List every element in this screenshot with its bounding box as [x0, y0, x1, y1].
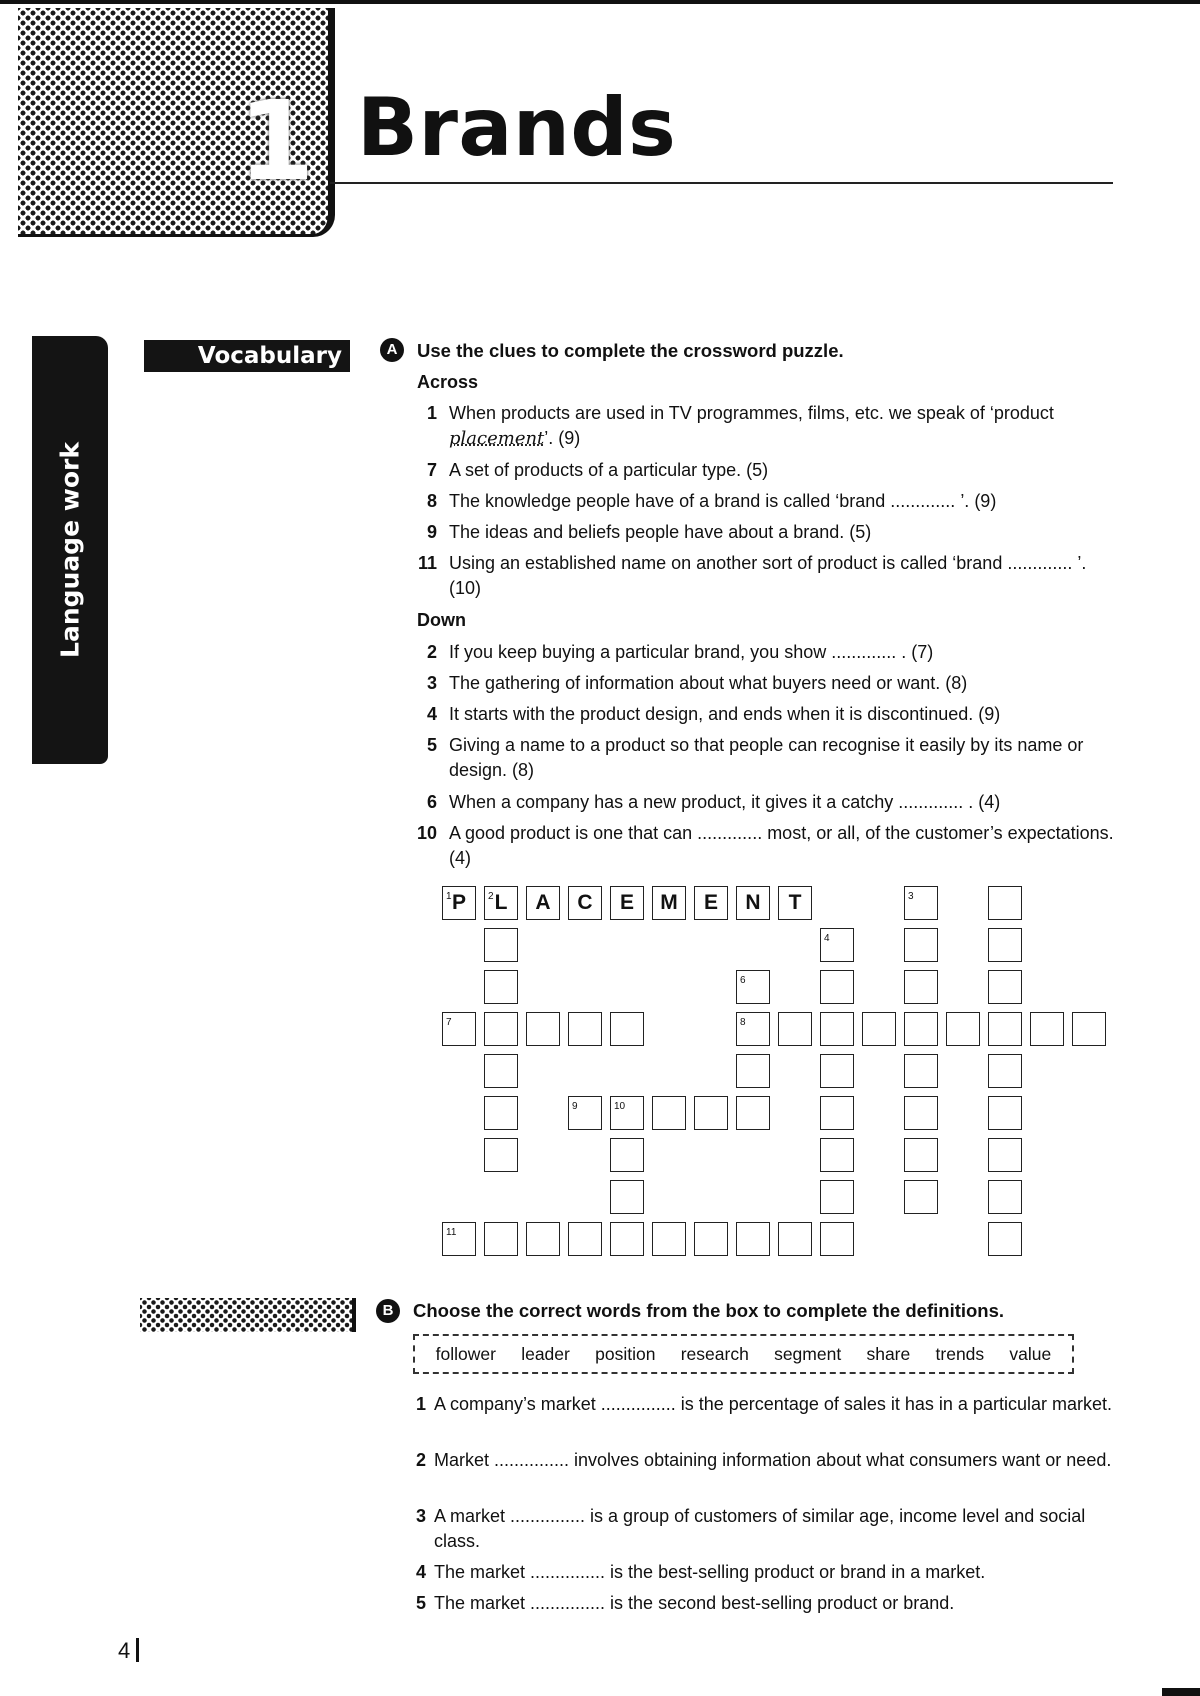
word-box: [413, 1334, 1074, 1374]
definition-number: 4: [415, 1562, 426, 1582]
crossword-cell[interactable]: 1 P: [442, 886, 476, 920]
crossword-cell[interactable]: [610, 1222, 644, 1256]
crossword-cell[interactable]: [988, 1012, 1022, 1046]
crossword-cell[interactable]: [946, 1012, 980, 1046]
crossword-cell[interactable]: [820, 1180, 854, 1214]
unit-number: 1: [238, 77, 315, 205]
crossword-cell[interactable]: A: [526, 886, 560, 920]
definition-number: 1: [415, 1394, 426, 1414]
definition-text: A market ............... is a group of customers of similar age, income level and social class.: [434, 1506, 1086, 1551]
crossword-cell[interactable]: [652, 1222, 686, 1256]
definition-text: The market ............... is the second best-selling product or brand.: [434, 1593, 955, 1613]
crossword-cell[interactable]: [988, 1138, 1022, 1172]
word-option: position: [595, 1343, 656, 1364]
section-label-vocabulary: Vocabulary: [144, 340, 350, 372]
page-title: Brands: [357, 81, 677, 174]
crossword-cell[interactable]: [988, 970, 1022, 1004]
clue-text: It starts with the product design, and ends when it is discontinued. (9): [449, 704, 1001, 724]
crossword-cell[interactable]: [610, 1012, 644, 1046]
crossword-cell[interactable]: [820, 1012, 854, 1046]
crossword-cell[interactable]: E: [694, 886, 728, 920]
crossword-cell[interactable]: [652, 1096, 686, 1130]
clue-number: 5: [426, 735, 437, 755]
crossword-cell[interactable]: N: [736, 886, 770, 920]
crossword-cell[interactable]: [904, 1054, 938, 1088]
side-tab: [32, 336, 108, 764]
clue-text: A set of products of a particular type. (5): [449, 460, 769, 480]
top-border: [0, 0, 1200, 4]
crossword-cell[interactable]: [988, 1180, 1022, 1214]
crossword-cell[interactable]: [484, 970, 518, 1004]
crossword-cell[interactable]: [736, 1096, 770, 1130]
across-heading: Across: [417, 372, 479, 392]
crossword-cell[interactable]: [484, 1096, 518, 1130]
crossword-cell[interactable]: [1030, 1012, 1064, 1046]
definition-number: 2: [415, 1450, 426, 1470]
crossword-cell[interactable]: [904, 928, 938, 962]
clue-number: 3: [426, 673, 437, 693]
clue-number: 10: [416, 823, 437, 843]
definition-text: The market ............... is the best-selling product or brand in a market.: [434, 1562, 986, 1582]
crossword-cell[interactable]: T: [778, 886, 812, 920]
section-label-b: [140, 1298, 356, 1332]
crossword-cell[interactable]: [568, 1012, 602, 1046]
crossword-cell[interactable]: [568, 1222, 602, 1256]
crossword-cell[interactable]: M: [652, 886, 686, 920]
word-option: segment: [774, 1343, 842, 1364]
crossword-cell[interactable]: [988, 1054, 1022, 1088]
crossword-cell[interactable]: 10: [610, 1096, 644, 1130]
word-option: research: [680, 1343, 749, 1364]
crossword-cell[interactable]: [820, 1222, 854, 1256]
crossword-cell[interactable]: [484, 1138, 518, 1172]
crossword-cell[interactable]: [904, 1180, 938, 1214]
crossword-cell[interactable]: C: [568, 886, 602, 920]
definition-number: 3: [415, 1506, 426, 1526]
crossword-cell[interactable]: [862, 1012, 896, 1046]
crossword-cell[interactable]: [610, 1138, 644, 1172]
definition-number: 5: [415, 1593, 426, 1613]
crossword-cell[interactable]: [904, 970, 938, 1004]
clue-text: Using an established name on another sort of product is called ‘brand ............. ’. (10): [449, 553, 1087, 598]
definition-text: Market ............... involves obtaining information about what consumers want or need.: [434, 1450, 1112, 1470]
crossword-cell[interactable]: [988, 1222, 1022, 1256]
exercise-a-badge: A: [380, 338, 404, 362]
crossword-cell[interactable]: 8: [736, 1012, 770, 1046]
crossword-cell[interactable]: [778, 1012, 812, 1046]
down-heading: Down: [417, 610, 466, 630]
title-rule: [330, 182, 1113, 184]
crossword-cell[interactable]: [904, 1138, 938, 1172]
word-option: share: [866, 1343, 911, 1364]
clue-text: When products are used in TV programmes, films, etc. we speak of ‘product placement’. (9): [449, 403, 1054, 449]
crossword-cell[interactable]: [484, 1054, 518, 1088]
clue-text: If you keep buying a particular brand, you show ............. . (7): [449, 642, 934, 662]
exercise-b-badge: B: [376, 1299, 400, 1323]
page-number: 4: [118, 1638, 131, 1663]
word-option: leader: [521, 1343, 570, 1364]
crossword-cell[interactable]: [526, 1012, 560, 1046]
clue-text: A good product is one that can ............. most, or all, of the customer’s expectations. (4): [449, 823, 1114, 868]
crossword-cell[interactable]: [736, 1222, 770, 1256]
crossword-cell[interactable]: [820, 1096, 854, 1130]
crossword-cell[interactable]: [904, 1096, 938, 1130]
word-option: trends: [935, 1343, 985, 1364]
crossword-cell[interactable]: 11: [442, 1222, 476, 1256]
clue-text: Giving a name to a product so that people can recognise it easily by its name or design. (8): [449, 735, 1084, 780]
crossword-cell[interactable]: [610, 1180, 644, 1214]
crossword-cell[interactable]: [526, 1222, 560, 1256]
clue-number: 11: [417, 553, 437, 573]
crossword-cell[interactable]: [484, 1222, 518, 1256]
crossword-cell[interactable]: [736, 1054, 770, 1088]
exercise-a-instruction: Use the clues to complete the crossword puzzle.: [417, 340, 844, 361]
crossword-cell[interactable]: 9: [568, 1096, 602, 1130]
word-option: value: [1009, 1343, 1052, 1364]
crossword-cell[interactable]: [484, 928, 518, 962]
corner-mark: [1162, 1688, 1200, 1696]
page-number-bar: [136, 1638, 139, 1662]
crossword-cell[interactable]: [1072, 1012, 1106, 1046]
crossword-cell[interactable]: 2 L: [484, 886, 518, 920]
crossword-cell[interactable]: [820, 1054, 854, 1088]
definition-text: A company’s market ............... is the percentage of sales it has in a particular market.: [434, 1394, 1112, 1414]
crossword-cell[interactable]: 6: [736, 970, 770, 1004]
clue-text: The ideas and beliefs people have about a brand. (5): [449, 522, 872, 542]
crossword-cell[interactable]: [694, 1096, 728, 1130]
crossword-cell[interactable]: [484, 1012, 518, 1046]
crossword-cell[interactable]: [988, 1096, 1022, 1130]
crossword-cell[interactable]: 7: [442, 1012, 476, 1046]
word-option: follower: [435, 1343, 496, 1364]
crossword-cell[interactable]: [904, 1012, 938, 1046]
crossword-cell[interactable]: [694, 1222, 728, 1256]
clue-number: 6: [426, 792, 437, 812]
exercise-b-instruction: Choose the correct words from the box to complete the definitions.: [413, 1300, 1005, 1321]
clue-number: 8: [426, 491, 437, 511]
crossword-cell[interactable]: E: [610, 886, 644, 920]
clue-number: 1: [426, 403, 437, 423]
clue-number: 2: [426, 642, 437, 662]
crossword-cell[interactable]: 3: [904, 886, 938, 920]
crossword-cell[interactable]: [820, 1138, 854, 1172]
clue-text: The knowledge people have of a brand is called ‘brand ............. ’. (9): [449, 491, 997, 511]
clue-text: When a company has a new product, it gives it a catchy ............. . (4): [449, 792, 1001, 812]
handwritten-answer: placement: [449, 428, 545, 449]
clue-number: 9: [426, 522, 437, 542]
crossword-cell[interactable]: 4: [820, 928, 854, 962]
clue-text: The gathering of information about what buyers need or want. (8): [449, 673, 968, 693]
side-tab-label: Language work: [55, 442, 85, 658]
crossword-cell[interactable]: [988, 886, 1022, 920]
clue-number: 7: [426, 460, 437, 480]
clue-number: 4: [426, 704, 437, 724]
crossword-cell[interactable]: [820, 970, 854, 1004]
crossword-grid: [440, 884, 1130, 1264]
crossword-cell[interactable]: [988, 928, 1022, 962]
crossword-cell[interactable]: [778, 1222, 812, 1256]
